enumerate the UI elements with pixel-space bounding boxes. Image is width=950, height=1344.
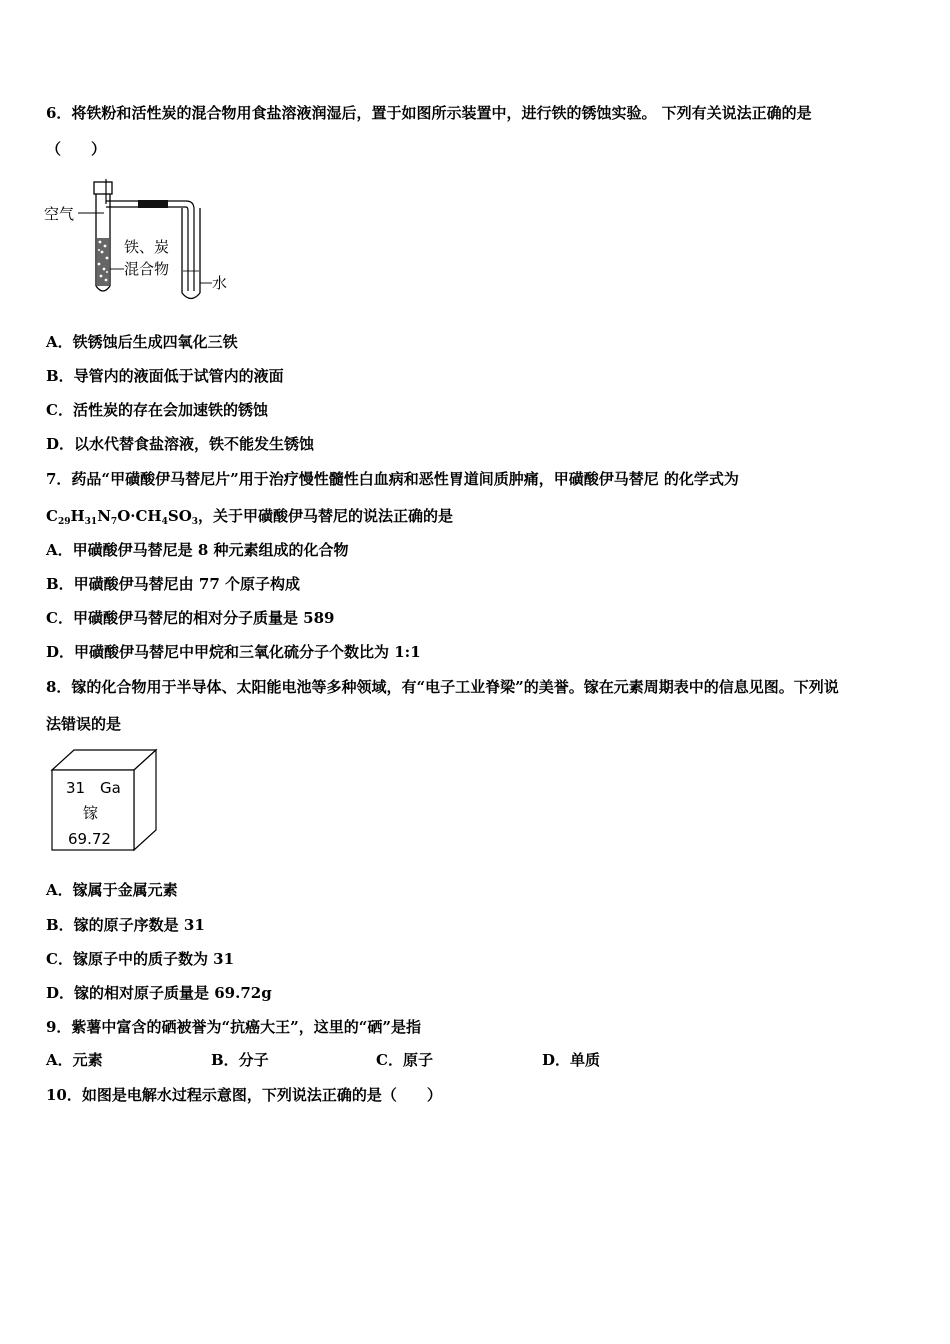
question-8-option-b: B．镓的原子序数是 31 [46, 916, 205, 934]
element-name: 镓 [83, 804, 99, 822]
question-9-option-d: D．单质 [542, 1051, 601, 1069]
question-8-option-a: A．镓属于金属元素 [46, 881, 178, 899]
question-9-option-c: C．原子 [376, 1051, 433, 1069]
gallium-element-card [50, 748, 160, 854]
atomic-mass: 69.72 [68, 830, 111, 848]
question-7-stem: 7．药品“甲磺酸伊马替尼片”用于治疗慢性髓性白血病和恶性胃道间质肿痛，甲磺酸伊马替尼 的化学式为 [46, 470, 739, 488]
question-6-option-a: A．铁锈蚀后生成四氧化三铁 [46, 333, 238, 351]
question-7-option-b: B．甲磺酸伊马替尼由 77 个原子构成 [46, 575, 300, 593]
chemical-formula: $C_{29}H_{31}N_7O\cdot CH_4SO_3$ [46, 507, 199, 527]
atomic-number: 31 [66, 779, 86, 797]
question-7-option-a: A．甲磺酸伊马替尼是 8 种元素组成的化合物 [46, 541, 349, 559]
rusting-apparatus-figure [44, 176, 244, 308]
question-8-option-d: D．镓的相对原子质量是 69.72g [46, 984, 272, 1002]
iron-carbon-mixture [97, 238, 109, 286]
question-6-option-d: D．以水代替食盐溶液，铁不能发生锈蚀 [46, 435, 315, 453]
question-8-stem: 8．镓的化合物用于半导体、太阳能电池等多种领域，有“电子工业脊梁”的美誉。镓在元素周期表中的信息见图。下列说 [46, 678, 839, 696]
label-mixture-line1: 铁、炭 [124, 238, 170, 256]
label-mixture-line2: 混合物 [124, 260, 170, 278]
question-7-option-d: D．甲磺酸伊马替尼中甲烷和三氧化硫分子个数比为 1:1 [46, 643, 421, 661]
label-water: 水 [212, 274, 228, 292]
question-9-option-a: A．元素 [46, 1051, 103, 1069]
question-8-stem-line2: 法错误的是 [46, 715, 122, 733]
question-6-paren: （ ） [46, 140, 107, 158]
label-air: 空气 [44, 205, 75, 223]
question-6-option-b: B．导管内的液面低于试管内的液面 [46, 367, 284, 385]
question-9-option-b: B．分子 [211, 1051, 269, 1069]
question-10-stem: 10．如图是电解水过程示意图，下列说法正确的是（ ） [46, 1086, 442, 1104]
question-6-option-c: C．活性炭的存在会加速铁的锈蚀 [46, 401, 268, 419]
question-6-stem: 6．将铁粉和活性炭的混合物用食盐溶液润湿后，置于如图所示装置中，进行铁的锈蚀实验。 下列有关说法正确的是 [46, 104, 812, 122]
question-9-stem: 9．紫薯中富含的硒被誉为“抗癌大王”，这里的“硒”是指 [46, 1018, 421, 1036]
question-7-option-c: C．甲磺酸伊马替尼的相对分子质量是 589 [46, 609, 335, 627]
element-symbol: Ga [100, 779, 121, 797]
question-7-stem-line2: $C_{29}H_{31}N_7O\cdot CH_4SO_3$，关于甲磺酸伊马替尼的说法正确的是 [46, 507, 454, 527]
question-8-option-c: C．镓原子中的质子数为 31 [46, 950, 235, 968]
